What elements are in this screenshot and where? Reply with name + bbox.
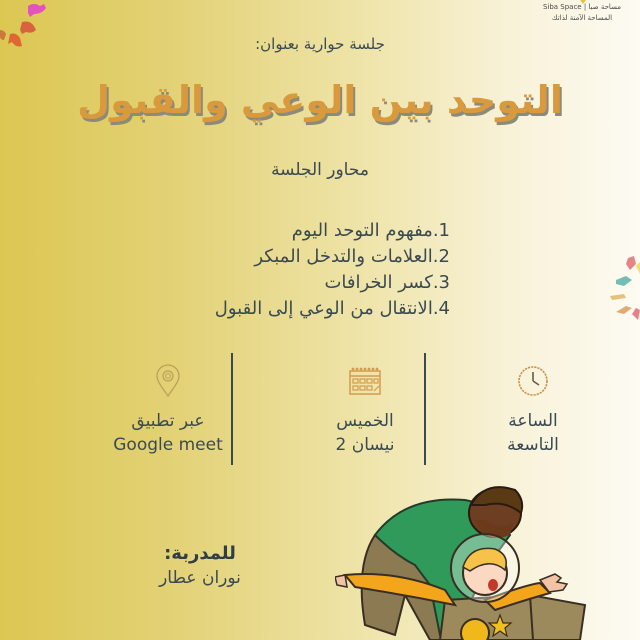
- session-subtitle: جلسة حوارية بعنوان:: [255, 35, 385, 53]
- axis-item: 1.مفهوم التوحد اليوم: [291, 220, 450, 241]
- info-date: [270, 353, 460, 465]
- session-axes-list: [215, 218, 450, 322]
- location-pin-icon: [155, 364, 181, 398]
- session-title: التوحد بين الوعي والقبول: [77, 78, 563, 122]
- axis-item: 4.الانتقال من الوعي إلى القبول: [214, 298, 450, 319]
- confetti-burst-icon: [598, 252, 640, 324]
- siba-space-logo: [532, 3, 632, 22]
- session-axes-heading: محاور الجلسة: [271, 160, 369, 180]
- logo-name: مساحة صبا | Siba Space: [542, 3, 622, 11]
- father-child-illustration: [335, 475, 640, 640]
- logo-tagline: المساحة الآمنة لذاتك: [551, 14, 613, 22]
- axis-item: 2.العلامات والتدخل المبكر: [254, 246, 450, 267]
- place-line-2: Google meet: [113, 435, 223, 455]
- time-line-2: التاسعة: [507, 435, 559, 455]
- info-time: [458, 353, 608, 465]
- clock-icon: [516, 364, 550, 398]
- date-month: نيسان 2: [335, 435, 395, 455]
- trainer-block: [150, 543, 250, 588]
- info-place: [68, 353, 268, 465]
- calendar-icon: [348, 366, 382, 396]
- axis-item: 3.كسر الخرافات: [324, 272, 450, 293]
- place-line-1: عبر تطبيق: [131, 411, 205, 431]
- logo-mark-icon: [578, 0, 588, 4]
- trainer-label: للمدربة:: [164, 543, 236, 564]
- date-day: الخميس: [336, 411, 394, 431]
- event-info-row: [38, 353, 578, 465]
- time-line-1: الساعة: [508, 411, 558, 431]
- trainer-name: نوران عطار: [159, 568, 241, 588]
